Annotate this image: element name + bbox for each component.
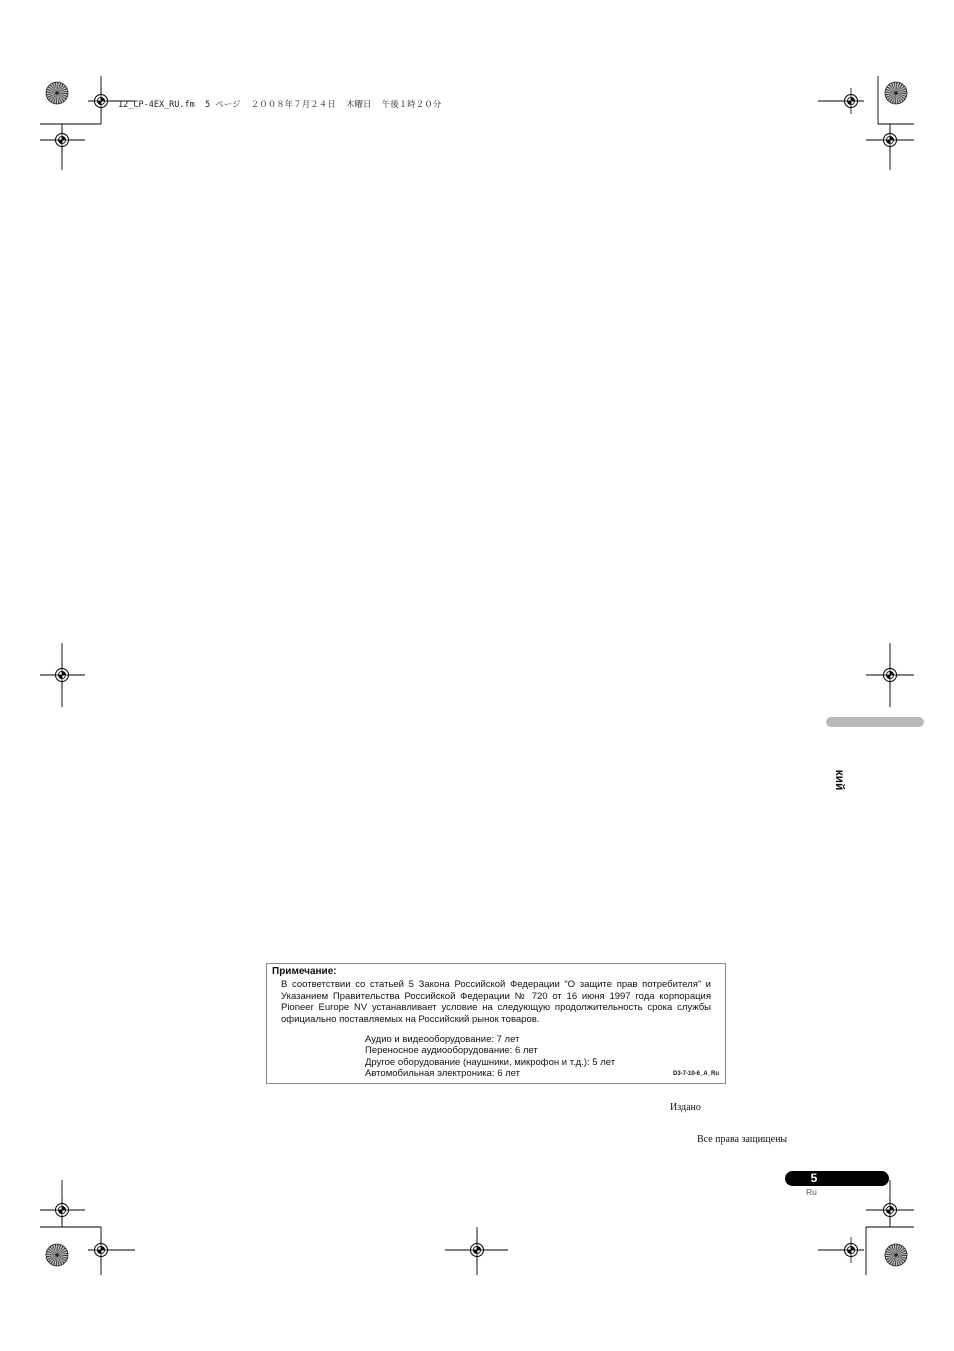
service-life-item: Автомобильная электроника: 6 лет [365,1067,520,1079]
color-rosette-top-right [885,82,907,104]
crop-lines [40,76,914,1275]
registration-mark-bottom-left [88,1237,114,1263]
page-number: 5 [810,1171,818,1185]
language-tab-bar [826,717,924,727]
note-reference-code: D3-7-10-6_A_Ru [673,1071,720,1077]
note-paragraph-line: Указанием Правительства Российской Федерации № 720 от 16 июня 1997 года корпорация [281,990,711,1002]
note-paragraph-line: официально поставляемых на Российский рынок товаров. [281,1013,540,1025]
note-paragraph-line: Pioneer Europe NV устанавливает условие на следующую продолжительность срока службы [281,1002,711,1013]
published-label: Издано [670,1102,701,1113]
registration-mark-bottom-center [464,1237,490,1263]
note-paragraph-line: В соответствии со статьей 5 Закона Российской Федерации “О защите прав потребителя” и [281,979,711,990]
registration-mark-bottom-right [838,1237,864,1263]
service-life-list [365,1034,615,1079]
language-tab-label: кий [833,769,847,791]
registration-mark-top-left [88,88,114,114]
rights-reserved-label: Все права защищены [697,1134,788,1145]
registration-mark-top-right-lower [877,127,903,153]
note-title: Примечание: [272,966,337,977]
color-rosette-bottom-right [885,1244,907,1266]
registration-mark-middle-right [877,662,903,688]
registration-mark-middle-left [49,662,75,688]
file-info-header: 12_CP-4EX_RU.fm 5 ページ ２００８年７月２４日 木曜日 午後１時２０分 [118,100,442,110]
registration-mark-top-left-lower [49,127,75,153]
registration-mark-bottom-right-upper [877,1197,903,1223]
service-life-item: Переносное аудиооборудование: 6 лет [365,1045,538,1057]
page-number-tab [785,1171,889,1186]
registration-mark-top-right [838,88,864,114]
registration-mark-bottom-left-upper [49,1197,75,1223]
color-rosette-top-left [46,82,68,104]
color-rosette-bottom-left [46,1244,68,1266]
service-life-item: Другое оборудование (наушники, микрофон и т.д.): 5 лет [365,1056,616,1068]
service-life-item: Аудио и видеооборудование: 7 лет [365,1034,520,1045]
note-paragraph [281,979,711,1025]
page-language-code: Ru [806,1187,817,1197]
note-box [266,963,726,1084]
